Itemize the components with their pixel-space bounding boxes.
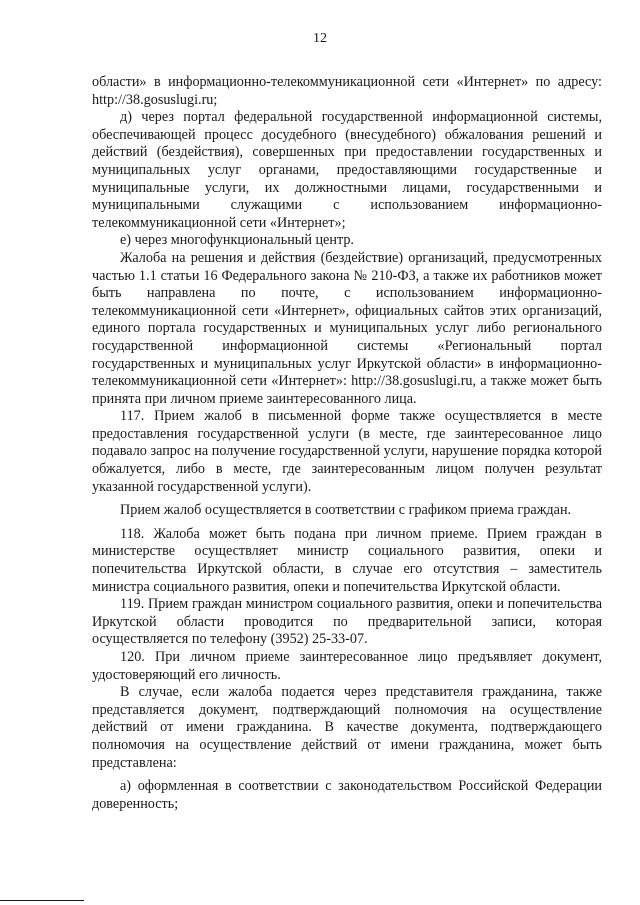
paragraph: В случае, если жалоба подается через представителя гражданина, также представляется документ, подтверждающий полномочия на осуществление действий от имени гражданина. В качестве документа, подтверждающего полномочия на осуществление действий от имени гражданина, может быть представлена: (92, 684, 602, 771)
paragraph: 118. Жалоба может быть подана при личном приеме. Прием граждан в министерстве осуществляет министр социального развития, опеки и попечительства Иркутской области, в случае его отсутствия – заместитель министра социального развития, опеки и попечительства Иркутской области. (92, 525, 602, 595)
document-body (92, 74, 602, 813)
paragraph: е) через многофункциональный центр. (120, 232, 354, 249)
paragraph: 120. При личном приеме заинтересованное лицо предъявляет документ, удостоверяющий его личность. (92, 649, 602, 683)
paragraph: а) оформленная в соответствии с законодательством Российской Федерации доверенность; (92, 778, 602, 812)
paragraph: Жалоба на решения и действия (бездействие) организаций, предусмотренных частью 1.1 статьи 16 Федерального закона № 210-ФЗ, а также их работников может быть направлена по почте, с использованием информационно-телекоммуникационной сети «Интернет», официальных сайтов этих организаций, единого портала государственных и муниципальных услуг либо регионального государственной информационной системы «Региональный портал государственных и муниципальных услуг Иркутской области» в информационно-телекоммуникационной сети «Интернет»: http://38.gosuslugi.ru, а также может быть принята при личном приеме заинтересованного лица. (92, 249, 602, 407)
paragraph: Прием жалоб осуществляется в соответствии с графиком приема граждан. (120, 502, 572, 519)
paragraph: д) через портал федеральной государственной информационной системы, обеспечивающей процесс досудебного (внесудебного) обжалования решений и действий (бездействия), совершенных при предоставлении государственных и муниципальных услуг органами, предоставляющими государственные и муниципальные услуги, их должностными лицами, государственными и муниципальными служащими с использованием информационно-телекоммуникационной сети «Интернет»; (92, 109, 602, 231)
paragraph: 117. Прием жалоб в письменной форме также осуществляется в месте предоставления государственной услуги (в месте, где заинтересованное лицо подавало запрос на получение государственной услуги, нарушение порядка которой обжалуется, либо в месте, где заинтересованным лицом получен результат указанной государственной услуги). (92, 408, 602, 495)
footer-divider (0, 900, 84, 901)
page-number: 12 (313, 31, 327, 46)
paragraph: области» в информационно-телекоммуникационной сети «Интернет» по адресу: http://38.gosuslugi.ru; (92, 74, 602, 108)
paragraph: 119. Прием граждан министром социального развития, опеки и попечительства Иркутской области проводится по предварительной записи, которая осуществляется по телефону (3952) 25-33-07. (92, 596, 602, 648)
